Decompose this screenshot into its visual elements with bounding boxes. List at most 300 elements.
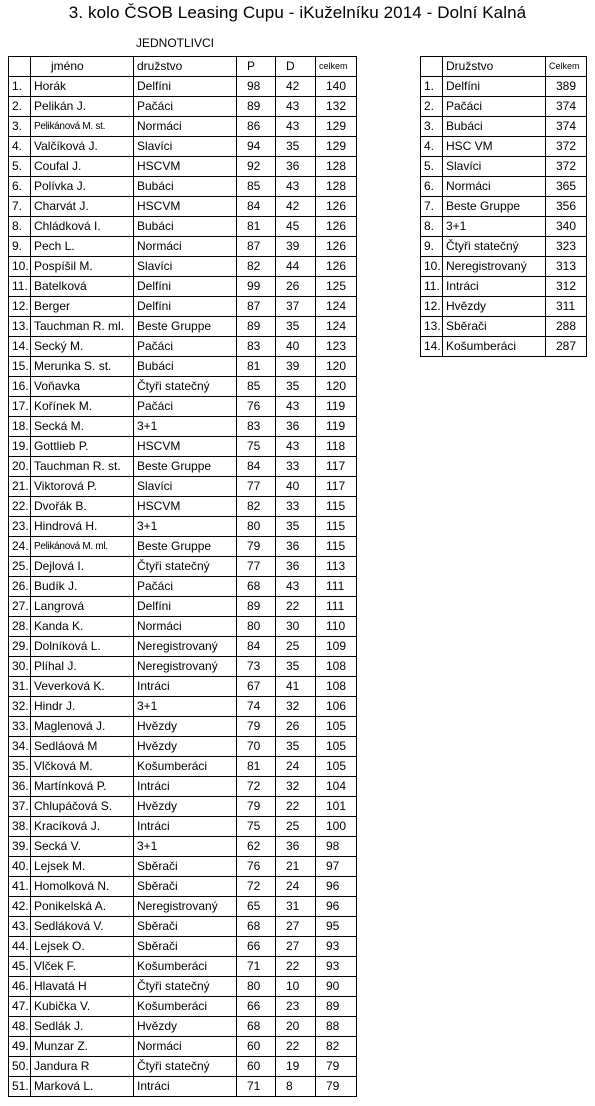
table-row [9,977,357,997]
table-cell: 106 [316,697,357,717]
table-cell: 35 [276,737,316,757]
table-row [9,957,357,977]
table-cell: 48. [9,1017,31,1037]
table-cell: 118 [316,437,357,457]
table-cell: 33 [276,497,316,517]
table-cell: 79 [237,537,276,557]
table-cell: Bubáci [443,117,546,137]
table-cell: 22 [276,957,316,977]
table-cell: Pelikánová M. st. [31,117,134,137]
table-row [9,317,357,337]
table-cell: 6. [9,177,31,197]
table-cell: Beste Gruppe [134,317,237,337]
table-cell: Pech L. [31,237,134,257]
table-cell: 10 [276,977,316,997]
table-row [421,317,587,337]
table-row [9,657,357,677]
table-row [9,597,357,617]
table-cell: 126 [316,237,357,257]
table-cell: 288 [546,317,587,337]
table-cell: Hlavatá H [31,977,134,997]
table-cell: Dvořák B. [31,497,134,517]
table-row [9,997,357,1017]
table-cell: Merunka S. st. [31,357,134,377]
table-row [9,477,357,497]
table-cell: 35. [9,757,31,777]
table-cell: 389 [546,77,587,97]
table-cell: Neregistrovaný [134,897,237,917]
table-row [9,897,357,917]
section-subtitle: JEDNOTLIVCI [136,36,215,50]
table-cell: 21. [9,477,31,497]
table-cell: Pačáci [134,97,237,117]
table-cell: 67 [237,677,276,697]
table-cell: 22 [276,797,316,817]
table-cell: 3+1 [134,697,237,717]
table-cell: 98 [237,77,276,97]
table-cell: 124 [316,317,357,337]
table-cell: 140 [316,77,357,97]
table-cell: 132 [316,97,357,117]
page-title: 3. kolo ČSOB Leasing Cupu - iKuželníku 2014 - Dolní Kalná [68,3,527,22]
table-row [421,337,587,357]
table-cell: 9. [9,237,31,257]
table-cell: 323 [546,237,587,257]
table-row [421,77,587,97]
table-cell: Slavíci [443,157,546,177]
column-header: Celkem [546,57,587,77]
table-cell: 66 [237,937,276,957]
table-cell: 113 [316,557,357,577]
table-cell: Košumberáci [443,337,546,357]
table-cell: 311 [546,297,587,317]
table-cell: Hvězdy [134,737,237,757]
table-cell: 11. [421,277,443,297]
table-cell: Neregistrovaný [134,657,237,677]
table-row [9,837,357,857]
table-cell: Košumberáci [134,997,237,1017]
table-cell: Dolníková L. [31,637,134,657]
table-cell: 40. [9,857,31,877]
table-cell: HSCVM [134,437,237,457]
table-cell: Neregistrovaný [134,637,237,657]
table-cell: HSCVM [134,157,237,177]
table-cell: Munzar Z. [31,1037,134,1057]
table-cell: Dejlová I. [31,557,134,577]
table-cell: 47. [9,997,31,1017]
table-cell: Kubička V. [31,997,134,1017]
table-cell: Pačáci [443,97,546,117]
column-header: celkem [316,57,357,77]
table-row [9,937,357,957]
table-cell: 81 [237,217,276,237]
table-cell: HSC VM [443,137,546,157]
table-cell: Normáci [134,617,237,637]
table-cell: Normáci [443,177,546,197]
table-cell: 312 [546,277,587,297]
table-cell: Lejsek M. [31,857,134,877]
table-cell: 3. [421,117,443,137]
table-cell: Batelková [31,277,134,297]
table-cell: Delfíni [134,77,237,97]
table-cell: 12. [9,297,31,317]
table-cell: Bubáci [134,357,237,377]
table-cell: 72 [237,877,276,897]
table-cell: Vlček F. [31,957,134,977]
table-cell: 83 [237,337,276,357]
table-cell: 6. [421,177,443,197]
table-cell: 70 [237,737,276,757]
table-cell: 26. [9,577,31,597]
table-cell: 372 [546,137,587,157]
table-cell: 34. [9,737,31,757]
table-cell: 124 [316,297,357,317]
table-header-row [9,57,357,77]
table-cell: 89 [237,317,276,337]
table-cell: 77 [237,557,276,577]
table-cell: 108 [316,657,357,677]
table-cell: 68 [237,1017,276,1037]
column-header: P [237,57,276,77]
table-row [9,297,357,317]
column-header: D [276,57,316,77]
table-row [9,817,357,837]
table-cell: Čtyři statečný [443,237,546,257]
table-cell: 33. [9,717,31,737]
table-cell: Kořínek M. [31,397,134,417]
table-row [9,117,357,137]
table-cell: 3. [9,117,31,137]
table-row [9,737,357,757]
table-cell: 313 [546,257,587,277]
table-cell: Kracíková J. [31,817,134,837]
table-cell: 85 [237,377,276,397]
table-cell: Maglenová J. [31,717,134,737]
table-cell: 14. [9,337,31,357]
table-cell: Beste Gruppe [134,457,237,477]
table-cell: Marková L. [31,1077,134,1097]
table-cell: 39 [276,357,316,377]
table-row [9,1017,357,1037]
table-cell: 20. [9,457,31,477]
table-cell: 36 [276,557,316,577]
table-cell: 21 [276,857,316,877]
table-cell: Sedlák J. [31,1017,134,1037]
table-row [9,437,357,457]
table-cell: Ponikelská A. [31,897,134,917]
table-row [9,537,357,557]
table-cell: 129 [316,137,357,157]
table-row [9,137,357,157]
table-cell: 35 [276,317,316,337]
table-cell: 117 [316,477,357,497]
table-row [9,857,357,877]
table-cell: 71 [237,1077,276,1097]
table-cell: 84 [237,637,276,657]
table-cell: 8. [421,217,443,237]
table-cell: Hindrová H. [31,517,134,537]
table-cell: Veverková K. [31,677,134,697]
table-cell: Intráci [134,777,237,797]
table-cell: 115 [316,537,357,557]
table-cell: 25 [276,637,316,657]
table-cell: 30. [9,657,31,677]
table-cell: 14. [421,337,443,357]
table-cell: 80 [237,977,276,997]
table-cell: 32 [276,697,316,717]
table-cell: 30 [276,617,316,637]
table-cell: 101 [316,797,357,817]
table-cell: 27. [9,597,31,617]
table-cell: 81 [237,757,276,777]
table-cell: 45 [276,217,316,237]
table-row [9,457,357,477]
table-cell: 81 [237,357,276,377]
table-cell: 65 [237,897,276,917]
table-cell: Secká V. [31,837,134,857]
table-cell: 80 [237,517,276,537]
table-cell: 22 [276,1037,316,1057]
table-cell: 96 [316,897,357,917]
table-cell: 117 [316,457,357,477]
table-cell: Pelikán J. [31,97,134,117]
table-cell: 35 [276,377,316,397]
table-cell: Delfíni [134,277,237,297]
table-cell: 79 [237,797,276,817]
table-cell: 109 [316,637,357,657]
table-cell: Gottlieb P. [31,437,134,457]
table-cell: 24. [9,537,31,557]
table-cell: 126 [316,217,357,237]
table-cell: 43 [276,577,316,597]
table-cell: 32 [276,777,316,797]
table-row [9,337,357,357]
table-row [9,77,357,97]
table-cell: 11. [9,277,31,297]
table-cell: Budík J. [31,577,134,597]
table-cell: 287 [546,337,587,357]
table-cell: 115 [316,497,357,517]
table-cell: Sběrači [134,937,237,957]
table-cell: 29. [9,637,31,657]
table-cell: 119 [316,417,357,437]
table-cell: 104 [316,777,357,797]
table-cell: 82 [237,257,276,277]
table-cell: 111 [316,597,357,617]
table-cell: Normáci [134,1037,237,1057]
table-cell: 25. [9,557,31,577]
table-cell: 94 [237,137,276,157]
table-cell: 36 [276,837,316,857]
table-cell: 95 [316,917,357,937]
table-cell: 44 [276,257,316,277]
table-cell: 83 [237,417,276,437]
table-cell: 27 [276,917,316,937]
column-header [9,57,31,77]
table-cell: 72 [237,777,276,797]
table-cell: 7. [9,197,31,217]
table-row [421,137,587,157]
table-cell: 119 [316,397,357,417]
table-cell: 76 [237,397,276,417]
table-cell: 123 [316,337,357,357]
table-cell: 43 [276,177,316,197]
table-cell: 43 [276,437,316,457]
table-row [9,717,357,737]
table-row [9,357,357,377]
table-cell: 68 [237,577,276,597]
table-row [9,917,357,937]
table-cell: 32. [9,697,31,717]
table-row [9,797,357,817]
table-cell: 126 [316,257,357,277]
table-cell: 40 [276,477,316,497]
table-cell: 66 [237,997,276,1017]
table-cell: 128 [316,177,357,197]
table-cell: Sběrači [443,317,546,337]
column-header: jméno [31,57,134,77]
table-row [9,577,357,597]
table-cell: Chládková I. [31,217,134,237]
table-cell: Tauchman R. st. [31,457,134,477]
table-cell: Tauchman R. ml. [31,317,134,337]
table-cell: Intráci [134,677,237,697]
table-cell: 62 [237,837,276,857]
table-cell: Košumberáci [134,957,237,977]
table-cell: 108 [316,677,357,697]
table-cell: 111 [316,577,357,597]
table-cell: 15. [9,357,31,377]
table-row [9,1057,357,1077]
table-cell: 10. [421,257,443,277]
table-cell: 38. [9,817,31,837]
table-cell: 1. [9,77,31,97]
table-row [9,777,357,797]
table-cell: 96 [316,877,357,897]
table-cell: Hvězdy [134,717,237,737]
table-cell: 23. [9,517,31,537]
table-cell: Intráci [134,1077,237,1097]
table-cell: 77 [237,477,276,497]
table-cell: 26 [276,717,316,737]
table-cell: 36 [276,157,316,177]
table-cell: 25 [276,817,316,837]
table-cell: 105 [316,717,357,737]
table-cell: Voňavka [31,377,134,397]
table-cell: 37 [276,297,316,317]
table-row [9,677,357,697]
table-cell: 2. [9,97,31,117]
table-cell: 40 [276,337,316,357]
table-cell: 60 [237,1057,276,1077]
column-header: Družstvo [443,57,546,77]
table-cell: 41 [276,677,316,697]
table-row [421,277,587,297]
table-cell: 125 [316,277,357,297]
table-cell: Charvát J. [31,197,134,217]
table-cell: 19 [276,1057,316,1077]
table-cell: 74 [237,697,276,717]
table-cell: 7. [421,197,443,217]
table-cell: 8. [9,217,31,237]
table-cell: 84 [237,197,276,217]
table-cell: 43 [276,397,316,417]
table-cell: Delfíni [443,77,546,97]
table-cell: Valčíková J. [31,137,134,157]
table-cell: Čtyři statečný [134,377,237,397]
individuals-table [8,56,357,1097]
table-cell: 13. [9,317,31,337]
table-cell: 93 [316,937,357,957]
table-cell: Intráci [134,817,237,837]
table-cell: 43 [276,117,316,137]
table-row [9,557,357,577]
table-cell: 71 [237,957,276,977]
table-cell: 372 [546,157,587,177]
table-cell: 8 [276,1077,316,1097]
table-cell: Jandura R [31,1057,134,1077]
table-cell: 31 [276,897,316,917]
table-cell: Kanda K. [31,617,134,637]
table-cell: 128 [316,157,357,177]
table-cell: 76 [237,857,276,877]
table-cell: 85 [237,177,276,197]
table-cell: Chlupáčová S. [31,797,134,817]
table-row [9,97,357,117]
table-cell: Secký M. [31,337,134,357]
table-cell: 5. [421,157,443,177]
table-cell: 42 [276,197,316,217]
table-cell: 49. [9,1037,31,1057]
table-cell: Berger [31,297,134,317]
table-cell: 39. [9,837,31,857]
table-cell: 51. [9,1077,31,1097]
table-row [421,297,587,317]
table-cell: 18. [9,417,31,437]
table-cell: Bubáci [134,217,237,237]
table-cell: 39 [276,237,316,257]
table-cell: Polívka J. [31,177,134,197]
table-cell: 33 [276,457,316,477]
table-cell: 5. [9,157,31,177]
table-cell: 365 [546,177,587,197]
table-cell: Normáci [134,237,237,257]
table-cell: 105 [316,737,357,757]
table-cell: HSCVM [134,497,237,517]
table-row [9,637,357,657]
table-cell: 97 [316,857,357,877]
table-cell: 43 [276,97,316,117]
table-cell: 60 [237,1037,276,1057]
table-cell: 92 [237,157,276,177]
table-cell: 37. [9,797,31,817]
table-row [9,197,357,217]
table-cell: 36 [276,537,316,557]
table-row [9,497,357,517]
table-cell: 9. [421,237,443,257]
table-cell: 20 [276,1017,316,1037]
table-row [421,257,587,277]
table-cell: 93 [316,957,357,977]
table-cell: Delfíni [134,597,237,617]
table-cell: 82 [316,1037,357,1057]
table-cell: 3+1 [134,417,237,437]
table-row [9,277,357,297]
table-cell: Čtyři statečný [134,557,237,577]
table-cell: 79 [316,1057,357,1077]
table-cell: 356 [546,197,587,217]
table-cell: Delfíni [134,297,237,317]
